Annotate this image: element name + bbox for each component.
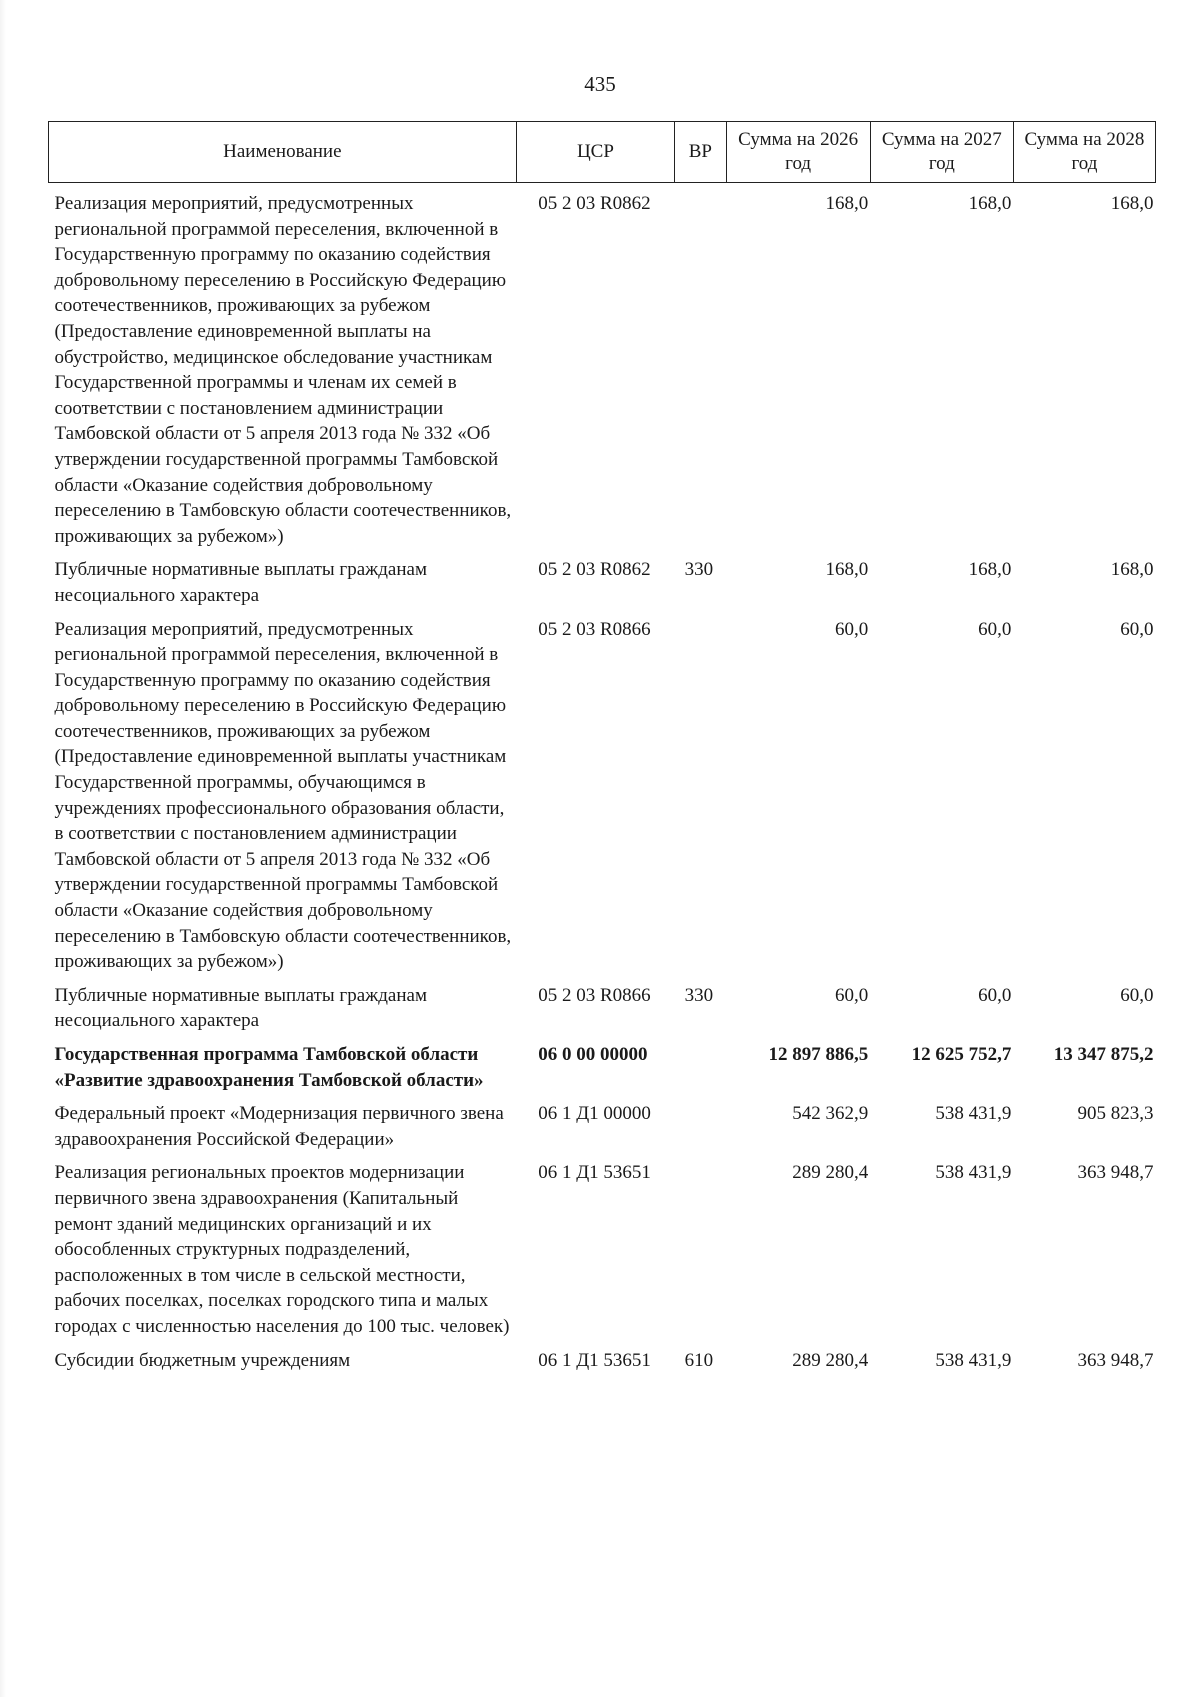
header-name: Наименование: [49, 122, 517, 183]
row-csr: 06 0 00 00000: [538, 1044, 648, 1065]
table-row: [49, 191, 1156, 549]
row-name: Публичные нормативные выплаты гражданам несоциального характера: [54, 984, 427, 1032]
row-sum-2026: 60,0: [835, 984, 869, 1006]
row-sum-2027: 538 431,9: [935, 1103, 1012, 1125]
table-row: [49, 1160, 1156, 1339]
row-csr: 05 2 03 R0866: [538, 984, 651, 1006]
row-vr: 330: [684, 984, 714, 1006]
row-sum-2028: 168,0: [1110, 193, 1154, 214]
header-sum-2028: Сумма на 2028 год: [1013, 122, 1155, 183]
table-header-row: [49, 122, 1156, 183]
table-row: [49, 1348, 1156, 1374]
header-sum-2026: Сумма на 2026 год: [726, 122, 870, 183]
row-sum-2028: 168,0: [1110, 559, 1154, 581]
row-sum-2026: 289 280,4: [792, 1162, 869, 1184]
row-name: Публичные нормативные выплаты гражданам несоциального характера: [54, 559, 427, 606]
row-sum-2027: 538 431,9: [935, 1162, 1012, 1184]
row-sum-2028: 363 948,7: [1077, 1162, 1154, 1184]
header-sum-2027: Сумма на 2027 год: [870, 122, 1013, 183]
row-csr: 05 2 03 R0862: [538, 559, 651, 581]
row-sum-2026: 542 362,9: [792, 1103, 869, 1125]
row-vr: 330: [684, 559, 714, 581]
row-sum-2026: 168,0: [825, 559, 869, 581]
row-sum-2028: 60,0: [1120, 618, 1154, 640]
row-csr: 06 1 Д1 53651: [538, 1349, 651, 1371]
page-number: 435: [584, 72, 616, 96]
row-vr: [675, 1101, 726, 1152]
row-sum-2026: 60,0: [835, 618, 869, 640]
row-sum-2027: 168,0: [968, 193, 1012, 214]
row-sum-2026: 289 280,4: [792, 1349, 869, 1371]
scan-shadow: [0, 0, 6, 1697]
row-vr: [675, 1160, 726, 1339]
table-row: [49, 617, 1156, 975]
table-row: [49, 1101, 1156, 1152]
row-sum-2028: 363 948,7: [1077, 1349, 1154, 1371]
row-sum-2028: 60,0: [1120, 984, 1154, 1006]
table-row: [49, 557, 1156, 608]
row-sum-2028: 905 823,3: [1077, 1103, 1154, 1125]
budget-table: [48, 121, 1156, 1373]
table-row: [49, 983, 1156, 1034]
row-vr: [675, 1042, 726, 1093]
row-csr: 05 2 03 R0862: [538, 193, 651, 214]
row-name: Реализация региональных проектов модернизации первичного звена здравоохранения (Капитальный ремонт зданий медицинских организаций и их обособленных структурных подразделений, расположенных в том числе в сельской местности, рабочих поселках, поселках городского типа и малых городах с численностью населения до 100 тыс. человек): [54, 1162, 510, 1337]
row-name: Федеральный проект «Модернизация первичного звена здравоохранения Российской Федерации»: [54, 1103, 504, 1150]
row-sum-2027: 60,0: [978, 984, 1012, 1006]
row-name: Реализация мероприятий, предусмотренных региональной программой переселения, включенной в Государственную программу по оказанию содействия добровольному переселению в Российскую Федерацию соотечественников, проживающих за рубежом (Предоставление единовременной выплаты участникам Государственной программы, обучающимся в учреждениях профессионального образования области, в соответствии с постановлением администрации Тамбовской области от 5 апреля 2013 года № 332 «Об утверждении государственной программы Тамбовской области «Оказание содействия добровольному переселению в Тамбовскую области соотечественников, проживающих за рубежом»): [54, 618, 512, 973]
row-sum-2027: 60,0: [978, 618, 1012, 640]
row-csr: 06 1 Д1 00000: [538, 1103, 651, 1125]
row-name: Субсидии бюджетным учреждениям: [54, 1349, 351, 1371]
row-sum-2026: 168,0: [825, 193, 869, 214]
row-sum-2027: 538 431,9: [935, 1349, 1012, 1371]
row-vr: [675, 191, 726, 549]
row-vr: 610: [684, 1349, 714, 1371]
row-sum-2027: 168,0: [968, 559, 1012, 581]
row-sum-2027: 12 625 752,7: [911, 1044, 1012, 1065]
row-sum-2026: 12 897 886,5: [768, 1044, 869, 1065]
table-row-program: [49, 1042, 1156, 1093]
row-vr: [675, 617, 726, 975]
row-name: Государственная программа Тамбовской области «Развитие здравоохранения Тамбовской области»: [54, 1044, 484, 1091]
header-csr: ЦСР: [516, 122, 674, 183]
row-csr: 05 2 03 R0866: [538, 618, 651, 640]
row-csr: 06 1 Д1 53651: [538, 1162, 651, 1184]
row-name: Реализация мероприятий, предусмотренных региональной программой переселения, включенной в Государственную программу по оказанию содействия добровольному переселению в Российскую Федерацию соотечественников, проживающих за рубежом (Предоставление единовременной выплаты на обустройство, медицинское обследование участникам Государственной программы и членам их семей в соответствии с постановлением администрации Тамбовской области от 5 апреля 2013 года № 332 «Об утверждении государственной программы Тамбовской области «Оказание содействия добровольному переселению в Тамбовскую области соотечественников, проживающих за рубежом»): [54, 193, 512, 547]
row-sum-2028: 13 347 875,2: [1053, 1044, 1154, 1065]
header-vr: ВР: [675, 122, 726, 183]
